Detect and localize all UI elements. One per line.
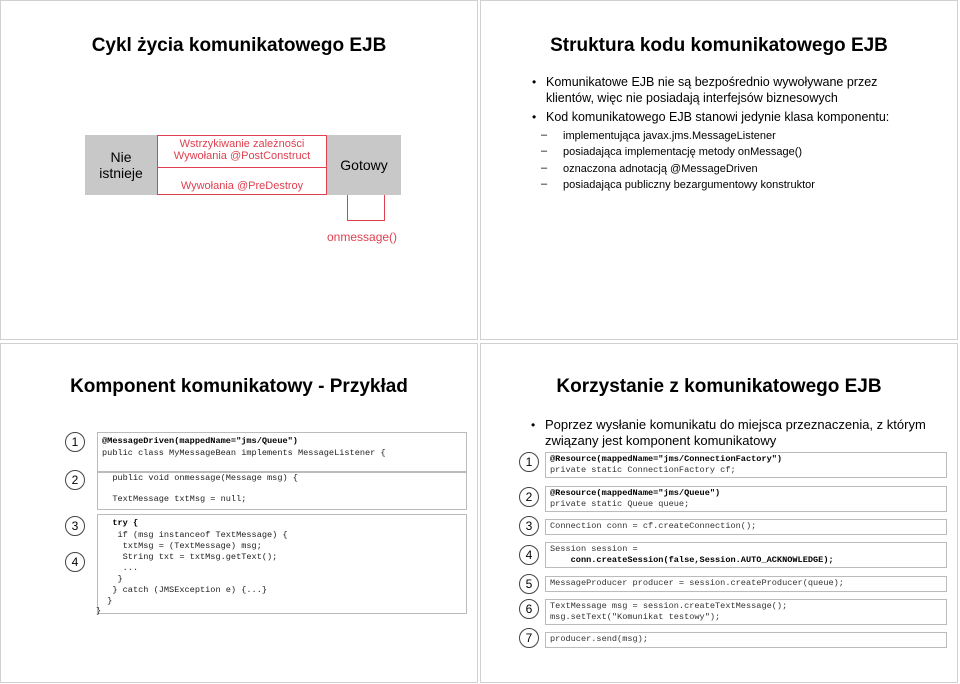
- loop-line-bottom: [347, 220, 385, 221]
- step-number: 2: [65, 470, 85, 490]
- step-number: 2: [519, 487, 539, 507]
- step-number: 4: [65, 552, 85, 572]
- code-row-4: Session session = conn.createSession(false,Session.AUTO_ACKNOWLEDGE);: [545, 542, 947, 568]
- code-line: TextMessage txtMsg = null;: [102, 494, 247, 504]
- slide-lifecycle: [0, 0, 478, 340]
- sub-bullet-4: – posiadająca publiczny bezargumentowy konstruktor: [541, 178, 815, 191]
- state-ready-label: Gotowy: [340, 157, 388, 173]
- code-row-2: @Resource(mappedName="jms/Queue") private static Queue queue;: [545, 486, 947, 512]
- state-does-not-exist: [85, 135, 157, 195]
- slide-example: [0, 343, 478, 683]
- loop-line-right: [384, 195, 385, 221]
- step-number: 3: [519, 516, 539, 536]
- code-row-5: MessageProducer producer = session.createProducer(queue);: [545, 576, 947, 592]
- slide-code-structure: [480, 0, 958, 340]
- sub-bullet-3: – oznaczona adnotacją @MessageDriven: [541, 162, 758, 175]
- code-row-1: @Resource(mappedName="jms/ConnectionFactory") private static ConnectionFactory cf;: [545, 452, 947, 478]
- step-number: 3: [65, 516, 85, 536]
- code-line: }: [96, 606, 102, 616]
- step-number: 5: [519, 574, 539, 594]
- code-line: } catch (JMSException e) {...}: [102, 585, 268, 595]
- slide-title: Komponent komunikatowy - Przykład: [70, 376, 408, 397]
- slide-usage: [480, 343, 958, 683]
- step-number: 4: [519, 545, 539, 565]
- bullet-dot: •: [532, 75, 537, 89]
- slide-title: Cykl życia komunikatowego EJB: [91, 35, 387, 56]
- code-line: }: [102, 574, 123, 584]
- code-box-3: [97, 514, 467, 614]
- sub-bullet-2: – posiadająca implementację metody onMessage(): [541, 145, 803, 158]
- step-number: 1: [65, 432, 85, 452]
- bullet-2: • Kod komunikatowego EJB stanowi jedynie klasa komponentu:: [532, 110, 890, 124]
- code-line: txtMsg = (TextMessage) msg;: [102, 541, 262, 551]
- transition-label-injection: Wstrzykiwanie zależności: [179, 138, 305, 150]
- step-number: 6: [519, 599, 539, 619]
- code-line: if (msg instanceof TextMessage) {: [102, 530, 288, 540]
- step-number: 7: [519, 628, 539, 648]
- code-line: public class MyMessageBean implements MessageListener {: [102, 448, 386, 458]
- transition-destroy: [157, 168, 327, 195]
- state-ready: [327, 135, 401, 195]
- code-row-3: Connection conn = cf.createConnection();: [545, 519, 947, 535]
- transition-label-postconstruct: Wywołania @PostConstruct: [173, 150, 311, 162]
- bullet-dot: •: [532, 110, 537, 124]
- bullet-dot: •: [531, 418, 536, 432]
- slide-title: Korzystanie z komunikatowego EJB: [556, 376, 882, 397]
- state-label-line1: Nie: [110, 149, 132, 165]
- code-row-6: TextMessage msg = session.createTextMessage(); msg.setText("Komunikat testowy");: [545, 599, 947, 625]
- step-number: 1: [519, 452, 539, 472]
- code-line: ...: [102, 563, 139, 573]
- code-line: try {: [102, 518, 139, 528]
- loop-label: onmessage(): [327, 230, 398, 244]
- transition-label-predestroy: Wywołania @PreDestroy: [180, 180, 304, 192]
- loop-line-left: [347, 195, 348, 221]
- code-line: public void onmessage(Message msg) {: [102, 473, 298, 483]
- state-label-line2: istnieje: [99, 165, 143, 181]
- code-line: @MessageDriven(mappedName="jms/Queue"): [102, 436, 298, 446]
- sub-bullet-1: – implementująca javax.jms.MessageListener: [541, 129, 776, 142]
- transition-create: [157, 135, 327, 168]
- code-row-7: producer.send(msg);: [545, 632, 947, 648]
- slide-title: Struktura kodu komunikatowego EJB: [550, 35, 888, 56]
- code-line: }: [102, 596, 113, 606]
- bullet-1: • Poprzez wysłanie komunikatu do miejsca przeznaczenia, z którym związany jest komponent komunikatowy: [531, 417, 926, 448]
- code-line: String txt = txtMsg.getText();: [102, 552, 278, 562]
- bullet-1: • Komunikatowe EJB nie są bezpośrednio wywoływane przez klientów, więc nie posiadają interfejsów biznesowych: [532, 75, 878, 105]
